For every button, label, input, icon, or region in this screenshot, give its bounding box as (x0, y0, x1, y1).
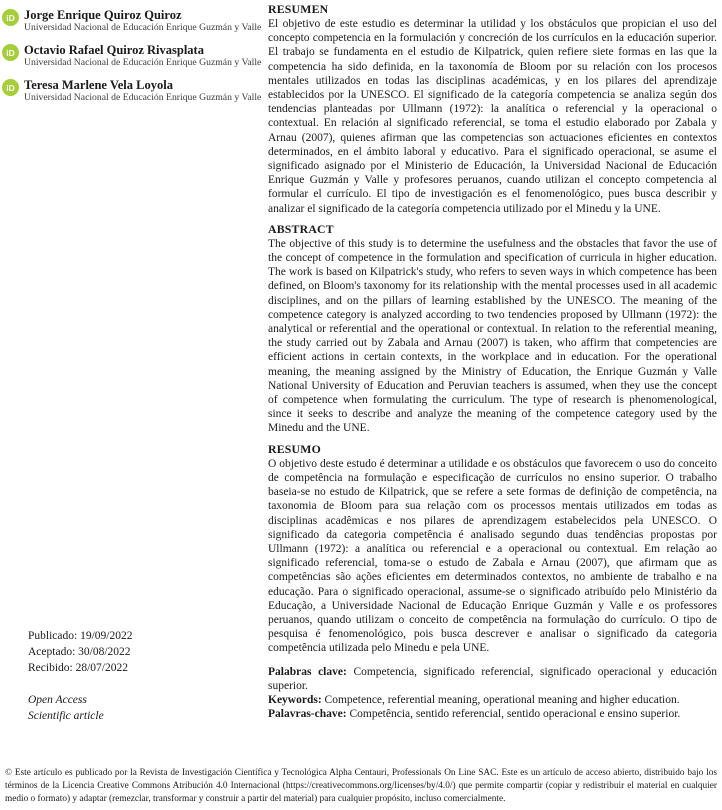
author-name: Octavio Rafael Quiroz Rivasplata (24, 43, 204, 57)
orcid-id-icon[interactable]: iD (2, 9, 19, 26)
open-access-label: Open Access (28, 694, 87, 706)
section-body: O objetivo deste estudo é determinar a utilidade e os obstáculos que favorecem o uso do conceito de competência na formulação e especificação de currículos no ensino superior. O trabalho baseia-se no estudo de Kilpatrick, que se refere a sete formas de definição de competência, na taxonomia de Bloom para sua relação com os processos mentais utilizados em todas as disciplinas acadêmicas e nos pilares de aprendizagem estabelecidos pela UNESCO. O significado da categoria competência é analisado segundo duas tendências propostas por Ullmann (1972): a analítica ou referencial e a operacional ou contextual. Em relação ao significado referencial, toma-se o estudo de Zabala e Arnau (2007), que afirmam que as competências são ações eficientes em determinados contextos, no ambiente de trabalho e na educação. Para o significado operacional, assume-se o significado atribuído pelo Ministério da Educação, a Universidade Nacional de Educação Enrique Guzmán y Valle e os professores peruanos, quando utilizam o conceito de competência na formulação do currículo. O tipo de pesquisa é fenomenológico, pois busca descrever e analisar o significado da categoria competência utilizada pelo Minedu e pela UNE. (268, 457, 717, 655)
author-affiliation: Universidad Nacional de Educación Enrique Guzmán y Valle (24, 92, 262, 103)
section-heading: RESUMEN (268, 2, 329, 16)
access-type (28, 692, 104, 724)
keywords-text: Competence, referential meaning, operational meaning and higher education. (321, 693, 680, 706)
article-type-label: Scientific article (28, 710, 104, 722)
keywords-label: Palabras clave: (268, 665, 347, 678)
keywords-en (268, 693, 717, 707)
publication-dates (28, 628, 132, 676)
author-entry (2, 43, 262, 69)
keywords-label: Keywords: (268, 693, 322, 706)
accepted-date: Aceptado: 30/08/2022 (28, 646, 131, 658)
author-name: Jorge Enrique Quiroz Quiroz (24, 8, 182, 22)
published-date: Publicado: 19/09/2022 (28, 630, 133, 642)
section-body: El objetivo de este estudio es determinar la utilidad y los obstáculos que propician el uso del concepto competencia en la formulación y concreción de los currículos en la educación superior. El trabajo se fundamenta en el estudio de Kilpatrick, quien refiere siete formas en las que la competencia ha sido definida, en la taxonomía de Bloom por su relación con los procesos mentales utilizados en todas las disciplinas académicas, y en los pilares del aprendizaje establecidos por la UNESCO. El significado de la categoría competencia se analiza según dos tendencias planteadas por Ullmann (1972): la analítica o referencial y la operacional o contextual. En relación al significado referencial, se toma el estudio elaborado por Zabala y Arnau (2007), quienes afirman que las competencias son actuaciones eficientes en contextos determinados, en el ámbito laboral y educativo. Para el significado operacional, se asume el significado asignado por el Ministerio de Educación, la Universidad Nacional de Educación Enrique Guzmán y Valle y profesores peruanos, cuando utilizan el concepto competencia al formular el currículo. El tipo de investigación es el fenomenológico, pues busca describir y analizar el significado de la categoría competencia utilizado por el Minedu y la UNE. (268, 18, 717, 215)
keywords-block (268, 665, 717, 722)
keywords-label: Palavras-chave: (268, 708, 347, 721)
author-name: Teresa Marlene Vela Loyola (24, 78, 173, 92)
keywords-pt (268, 707, 717, 721)
author-affiliation: Universidad Nacional de Educación Enrique Guzmán y Valle (24, 57, 262, 68)
section-heading: ABSTRACT (268, 221, 334, 236)
section-abstract (268, 222, 717, 436)
license-notice: © Este artículo es publicado por la Revista de Investigación Científica y Tecnológica Alpha Centauri, Professionals On Line SAC. Este es un artículo de acceso abierto, distribuido bajo los términos de la Licencia Creative Commons Atribución 4.0 Internacional (https://creativecommons.org/licenses/by/4.0/) que permite compartir (copiar y redistribuir el material en cualquier medio o formato) y adaptar (remezclar, transformar y construir a partir del material) para cualquier propósito, incluso comercialmente. (5, 768, 717, 804)
section-resumo (268, 442, 717, 656)
author-affiliation: Universidad Nacional de Educación Enrique Guzmán y Valle (24, 22, 262, 33)
section-body: The objective of this study is to determine the usefulness and the obstacles that favor the use of the concept of competence in the formulation and specification of curricula in higher education. The work is based on Kilpatrick's study, who refers to seven ways in which competence has been defined, on Bloom's taxonomy for its relationship with the mental processes used in all academic disciplines, and on the pillars of learning established by the UNESCO. The meaning of the competence category is analyzed according to two tendencies proposed by Ullmann (1972): the analytical or referential and the operational or contextual. In relation to the referential meaning, the study carried out by Zabala and Arnau (2007) is taken, who affirm that competencies are efficient actions in certain contexts, in the workplace and in education. For the operational meaning, the meaning assigned by the Ministry of Education, the Enrique Guzmán y Valle National University of Education and Peruvian teachers is assumed, when they use the concept of competence when formulating the curriculum. The type of research is phenomenological, since it seeks to describe and analyze the meaning of the competence category used by the Minedu and the UNE. (268, 237, 717, 435)
received-date: Recibido: 28/07/2022 (28, 662, 128, 674)
orcid-id-icon[interactable]: iD (2, 44, 19, 61)
abstracts-column (268, 2, 717, 721)
section-resumen (268, 2, 717, 216)
section-heading: RESUMO (268, 441, 321, 456)
keywords-text: Competencia, significado referencial, significado operacional y educación superior. (268, 665, 717, 692)
keywords-es (268, 665, 717, 693)
authors-block (2, 8, 262, 113)
keywords-text: Competência, sentido referencial, sentido operacional e ensino superior. (346, 708, 681, 721)
orcid-id-icon[interactable]: iD (2, 79, 19, 96)
author-entry (2, 8, 262, 34)
author-entry (2, 78, 262, 104)
